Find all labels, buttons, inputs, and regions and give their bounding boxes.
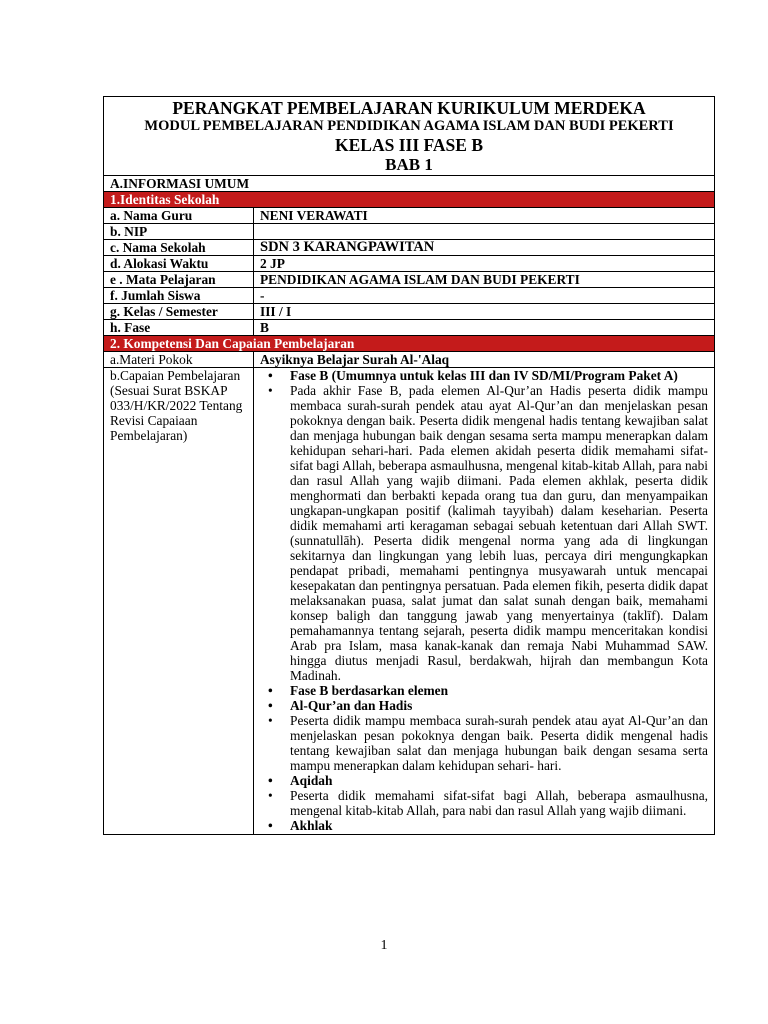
identity-row (104, 304, 715, 320)
list-item-text: Fase B (Umumnya untuk kelas III dan IV SD/MI/Program Paket A) (290, 368, 678, 383)
capaian-content (254, 368, 715, 835)
capaian-label: b.Capaian Pembelajaran (Sesuai Surat BSKAP 033/H/KR/2022 Tentang Revisi Capaiaan Pembelajaran) (104, 368, 254, 835)
identity-label: h. Fase (104, 320, 254, 336)
identity-label: d. Alokasi Waktu (104, 256, 254, 272)
list-item (260, 368, 708, 383)
list-item-text: Akhlak (290, 818, 333, 833)
bullet-icon: • (268, 383, 273, 398)
list-item-text: Peserta didik mampu membaca surah-surah pendek atau ayat Al-Qur’an dan menjelaskan pesan pokoknya dengan baik. Peserta didik mengenal hadis tentang kewajiban salat dan menjaga hubungan baik dengan sesama serta mampu menerapkan dalam kehidupan sehari- hari. (290, 713, 708, 773)
class-phase: KELAS III FASE B (335, 135, 483, 155)
identity-row (104, 256, 715, 272)
capaian-list (260, 368, 708, 834)
materi-value: Asyiknya Belajar Surah Al-'Alaq (254, 352, 715, 368)
identity-value: NENI VERAWATI (254, 208, 715, 224)
identity-value (254, 224, 715, 240)
list-item-text: Al-Qur’an dan Hadis (290, 698, 413, 713)
identity-label: a. Nama Guru (104, 208, 254, 224)
list-item-text: Fase B berdasarkan elemen (290, 683, 449, 698)
bullet-icon: • (268, 698, 273, 713)
identity-row (104, 240, 715, 256)
section-1-row (104, 192, 715, 208)
lesson-plan-table (103, 96, 715, 835)
identity-label: g. Kelas / Semester (104, 304, 254, 320)
list-item (260, 713, 708, 773)
identity-label: e . Mata Pelajaran (104, 272, 254, 288)
list-item (260, 383, 708, 683)
list-item-text: Aqidah (290, 773, 333, 788)
bullet-icon: • (268, 818, 273, 833)
identity-row (104, 320, 715, 336)
identity-row (104, 224, 715, 240)
document-title: PERANGKAT PEMBELAJARAN KURIKULUM MERDEKA (172, 98, 646, 118)
list-item (260, 788, 708, 818)
page-number: 1 (380, 938, 388, 953)
bullet-icon: • (268, 788, 273, 803)
materi-label: a.Materi Pokok (104, 352, 254, 368)
section-competency: 2. Kompetensi Dan Capaian Pembelajaran (104, 336, 715, 352)
section-2-row (104, 336, 715, 352)
header-row (104, 97, 715, 176)
identity-label: b. NIP (104, 224, 254, 240)
list-item (260, 683, 708, 698)
list-item (260, 773, 708, 788)
materi-row (104, 352, 715, 368)
identity-row (104, 288, 715, 304)
identity-value: - (254, 288, 715, 304)
identity-value: B (254, 320, 715, 336)
list-item (260, 818, 708, 833)
capaian-row (104, 368, 715, 835)
identity-value: III / I (254, 304, 715, 320)
identity-row (104, 272, 715, 288)
identity-label: f. Jumlah Siswa (104, 288, 254, 304)
identity-label: c. Nama Sekolah (104, 240, 254, 256)
document-subtitle: MODUL PEMBELAJARAN PENDIDIKAN AGAMA ISLAM DAN BUDI PEKERTI (144, 118, 674, 134)
identity-row (104, 208, 715, 224)
list-item-text: Pada akhir Fase B, pada elemen Al-Qur’an Hadis peserta didik mampu membaca surah-surah pendek atau ayat Al-Qur’an dan menjelaskan pesan pokoknya dengan baik. Peserta didik mengenal hadis tentang kewajiban salat dan menjaga hubungan baik dengan sesama serta mampu menerapkan dalam kehidupan sehari-hari. Pada elemen akidah peserta didik memahami sifat-sifat bagi Allah, beberapa asmaulhusna, mengenal kitab-kitab Allah, para nabi dan rasul Allah yang wajib diimani. Pada elemen akhlak, peserta didik menghormati dan berbakti kepada orang tua dan guru, dan menyampaikan ungkapan-ungkapan positif (kalimah tayyibah) dalam keseharian. Peserta didik memahami arti keragaman sebagai sebuah ketentuan dari Allah SWT. (sunnatullāh). Peserta didik mengenal norma yang ada di lingkungan sekitarnya dan lingkungan yang lebih luas, percaya diri mengungkapkan pendapat pribadi, memahami pentingnya musyawarah untuk mencapai kesepakatan dan pentingnya persatuan. Pada elemen fikih, peserta didik dapat melaksanakan puasa, salat jumat dan salat sunah dengan baik, memahami konsep baligh dan tanggung jawab yang menyertainya (taklīf). Dalam pemahamannya tentang sejarah, peserta didik mampu menceritakan kondisi Arab pra Islam, masa kanak-kanak dan remaja Nabi Muhammad SAW. hingga diutus menjadi Rasul, berdakwah, hijrah dan membangun Kota Madinah. (290, 383, 708, 683)
identity-value: 2 JP (254, 256, 715, 272)
identity-value: SDN 3 KARANGPAWITAN (254, 240, 715, 256)
list-item (260, 698, 708, 713)
section-school-identity: 1.Identitas Sekolah (104, 192, 715, 208)
bullet-icon: • (268, 368, 273, 383)
section-general-info: A.INFORMASI UMUM (104, 176, 715, 192)
identity-value: PENDIDIKAN AGAMA ISLAM DAN BUDI PEKERTI (254, 272, 715, 288)
list-item-text: Peserta didik memahami sifat-sifat bagi Allah, beberapa asmaulhusna, mengenal kitab-kitab Allah, para nabi dan rasul Allah yang wajib diimani. (290, 788, 708, 818)
bullet-icon: • (268, 773, 273, 788)
bullet-icon: • (268, 683, 273, 698)
bullet-icon: • (268, 713, 273, 728)
section-a-row (104, 176, 715, 192)
document-header (104, 97, 715, 176)
chapter-title: BAB 1 (385, 155, 433, 174)
